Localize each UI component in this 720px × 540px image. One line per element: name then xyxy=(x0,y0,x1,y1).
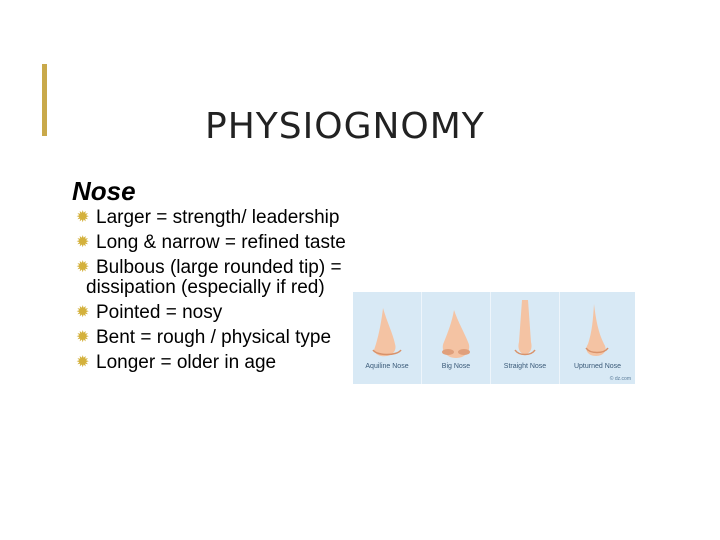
image-credit: © dz.com xyxy=(609,376,631,382)
starburst-icon: ✹ xyxy=(76,259,90,276)
nose-panel-straight xyxy=(491,292,560,384)
slide-title: PHYSIOGNOMY xyxy=(205,106,485,148)
nose-panel-upturned xyxy=(560,292,635,384)
aquiline-nose-illustration xyxy=(353,292,421,384)
bullet-text: Longer = older in age xyxy=(96,352,277,373)
bullet-item xyxy=(76,233,346,253)
nose-panel-big xyxy=(422,292,491,384)
bullet-item xyxy=(76,328,346,348)
bullet-text: Long & narrow = refined taste xyxy=(96,232,346,253)
bullet-text: Bulbous (large rounded tip) = dissipation (especially if red) xyxy=(86,257,342,298)
bullet-text: Pointed = nosy xyxy=(96,302,223,323)
big-nose-illustration xyxy=(422,292,490,384)
slide-subtitle: Nose xyxy=(72,176,136,206)
starburst-icon: ✹ xyxy=(76,209,90,226)
starburst-icon: ✹ xyxy=(76,304,90,321)
starburst-icon: ✹ xyxy=(76,329,90,346)
starburst-icon: ✹ xyxy=(76,354,90,371)
starburst-icon: ✹ xyxy=(76,234,90,251)
straight-nose-illustration xyxy=(491,292,559,384)
nose-panel-aquiline xyxy=(353,292,422,384)
bullet-text: Larger = strength/ leadership xyxy=(96,207,340,228)
upturned-nose-illustration xyxy=(560,292,635,384)
accent-bar xyxy=(42,64,47,136)
bullet-text: Bent = rough / physical type xyxy=(96,327,332,348)
bullet-item xyxy=(76,303,346,323)
bullet-item xyxy=(76,208,346,228)
bullet-list xyxy=(76,208,346,378)
nose-label: Aquiline Nose xyxy=(365,363,409,370)
bullet-item xyxy=(76,353,346,373)
bullet-item xyxy=(76,258,346,298)
nose-label: Upturned Nose xyxy=(573,363,622,370)
nose-label: Big Nose xyxy=(441,363,471,370)
nose-types-image xyxy=(353,292,635,384)
nose-label: Straight Nose xyxy=(503,363,547,370)
